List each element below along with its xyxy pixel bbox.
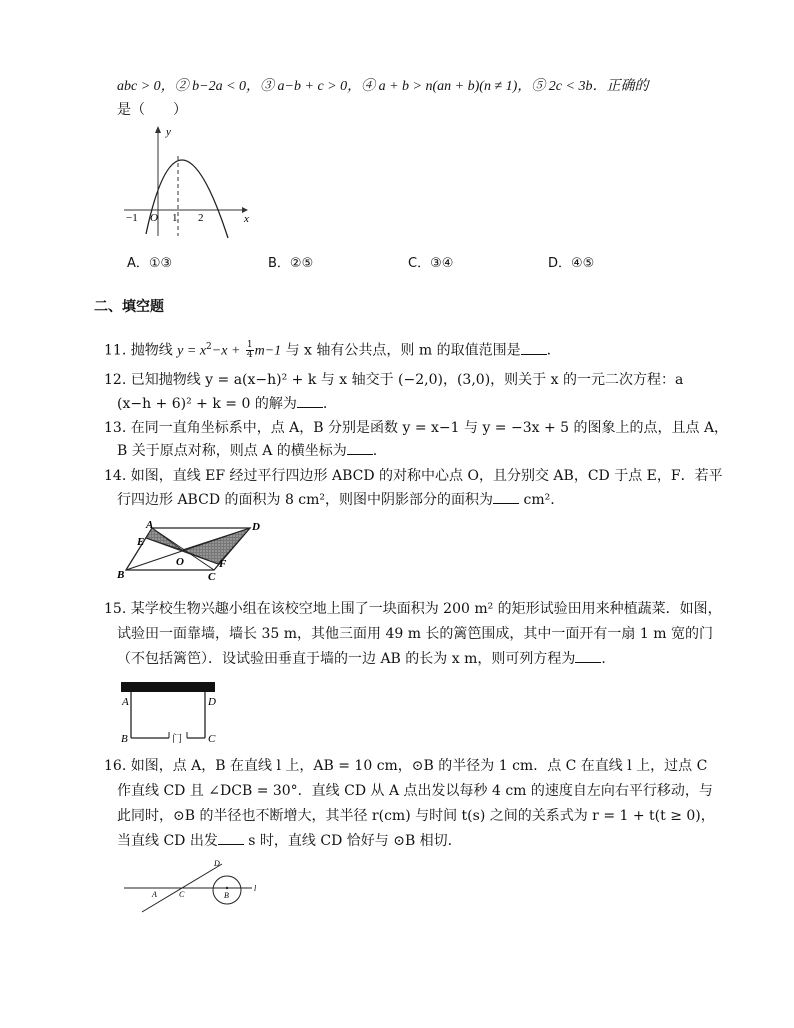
q16-label-l: l [254, 884, 257, 893]
q14-text1: 如图，直线 EF 经过平行四边形 ABCD 的对称中心点 O，且分别交 AB，CD 于点 E，F．若平 [130, 468, 723, 484]
q10-option-b: B．②⑤ [268, 256, 314, 271]
q13-number: 13. [104, 420, 127, 436]
q14-label-b: B [117, 569, 125, 581]
q10-tick-1: 1 [172, 212, 178, 224]
q14-line2: 行四边形 ABCD 的面积为 8 cm²，则图中阴影部分的面积为 cm². [117, 492, 555, 508]
q10-tick-2: 2 [198, 212, 204, 224]
q16-text4b: s 时，直线 CD 恰好与 ⊙B 相切. [248, 833, 453, 849]
q13-text1: 在同一直角坐标系中，点 A，B 分别是函数 y = x−1 与 y = −3x + 5 的图象上的点，且点 A， [130, 420, 729, 436]
q11-answer-blank[interactable] [521, 342, 547, 355]
q10-option-d: D．④⑤ [548, 256, 595, 271]
q14-answer-blank[interactable] [493, 491, 519, 504]
q15-line3: （不包括篱笆）．设试验田垂直于墙的一边 AB 的长为 x m，则可列方程为 . [117, 651, 606, 667]
q11-fraction: $\frac{1}{4}$ [246, 340, 253, 361]
q15-door-label: 门 [172, 734, 182, 745]
q15-text1: 某学校生物兴趣小组在该校空地上围了一块面积为 200 m² 的矩形试验田用来种植蔬菜．如图， [130, 601, 722, 617]
q10-parabola-graph [120, 124, 260, 240]
q10-line1: abc > 0，② b−2a < 0，③ a−b + c > 0，④ a + b > n(an + b)(n ≠ 1)，⑤ 2c < 3b．正确的 [117, 79, 649, 94]
q10-option-c: C．③④ [408, 256, 454, 271]
q15-label-d: D [208, 696, 216, 708]
q14-label-a: A [146, 520, 154, 531]
q12-number: 12. [104, 372, 127, 388]
q10-y-label: y [166, 126, 171, 138]
q14-text2: 行四边形 ABCD 的面积为 8 cm²，则图中阴影部分的面积为 [117, 492, 494, 508]
q16-line4 [117, 832, 452, 850]
q15-line1 [104, 600, 722, 618]
q16-line2: 作直线 CD 且 ∠DCB = 30°．直线 CD 从 A 点出发以每秒 4 cm 的速度自左向右平行移动，与 [117, 783, 713, 799]
q16-label-b: B [224, 891, 229, 900]
q11-eq-c: m−1 [254, 343, 282, 359]
q12-text1: 已知抛物线 y = a(x−h)² + k 与 x 轴交于 (−2,0)，(3,0)，则关于 x 的一元二次方程：a [130, 372, 684, 388]
q16-answer-blank[interactable] [218, 832, 244, 845]
q11: 11. 抛物线 $y = x^2-x$ + $\frac{1}{4}$ m−1 与 x 轴有公共点，则 m 的取值范围是 . [104, 340, 552, 361]
q13-line2: B 关于原点对称，则点 A 的横坐标为 . [117, 443, 378, 459]
q16-line1 [104, 757, 707, 775]
q11-pre: 抛物线 [130, 342, 173, 359]
q10-option-a: A．①③ [127, 256, 173, 271]
q10-x-label: x [244, 213, 249, 225]
q14-parallelogram-figure [116, 520, 262, 584]
q16-label-d: D [214, 859, 220, 868]
q12-answer-blank[interactable] [297, 395, 323, 408]
q15-label-a: A [122, 696, 129, 708]
q16-text4a: 当直线 CD 出发 [117, 833, 218, 849]
q13-line1 [104, 419, 728, 437]
q10-origin-label: O [150, 212, 158, 224]
q12-line1 [104, 371, 683, 389]
q16-circle-line-figure [120, 858, 262, 914]
q16-line3: 此同时，⊙B 的半径也不断增大，其半径 r(cm) 与时间 t(s) 之间的关系式为 r = 1 + t(t ≥ 0)， [117, 808, 715, 824]
q13-answer-blank[interactable] [347, 442, 373, 455]
q10-line2: 是（ ） [117, 102, 187, 118]
q11-number: 11. [104, 342, 127, 359]
q14-label-o: O [176, 556, 184, 568]
q10-tick-neg1: −1 [126, 212, 138, 224]
q15-label-b: B [121, 733, 128, 745]
q16-text1: 如图，点 A，B 在直线 l 上，AB = 10 cm，⊙B 的半径为 1 cm．点 C 在直线 l 上，过点 C [130, 758, 708, 774]
q16-number: 16. [104, 758, 127, 774]
q16-label-a: A [152, 890, 157, 899]
q15-number: 15. [104, 601, 127, 617]
section-title: 二、填空题 [94, 299, 164, 315]
q14-number: 14. [104, 468, 127, 484]
q14-line1 [104, 467, 723, 485]
q14-label-f: F [219, 558, 227, 570]
q15-text3: （不包括篱笆）．设试验田垂直于墙的一边 AB 的长为 x m，则可列方程为 [117, 651, 576, 667]
q11-sup: 2 [206, 342, 212, 352]
q11-eq-b: −x + [211, 343, 241, 359]
q12-line2: (x−h + 6)² + k = 0 的解为 . [117, 396, 328, 412]
q13-text2: B 关于原点对称，则点 A 的横坐标为 [117, 443, 347, 459]
q14-label-c: C [208, 571, 216, 583]
q11-eq-a: y = x [177, 343, 207, 359]
q15-line2: 试验田一面靠墙，墙长 35 m，其他三面用 49 m 长的篱笆围成，其中一面开有一扇 1 m 宽的门 [117, 626, 713, 642]
q16-label-c: C [179, 890, 185, 899]
q15-field-figure [117, 680, 223, 746]
q14-label-d: D [252, 521, 260, 533]
q12-text2: (x−h + 6)² + k = 0 的解为 [117, 396, 297, 412]
q15-label-c: C [208, 733, 216, 745]
q15-answer-blank[interactable] [575, 650, 601, 663]
q11-post: 与 x 轴有公共点，则 m 的取值范围是 [285, 342, 521, 359]
q14-label-e: E [137, 536, 145, 548]
